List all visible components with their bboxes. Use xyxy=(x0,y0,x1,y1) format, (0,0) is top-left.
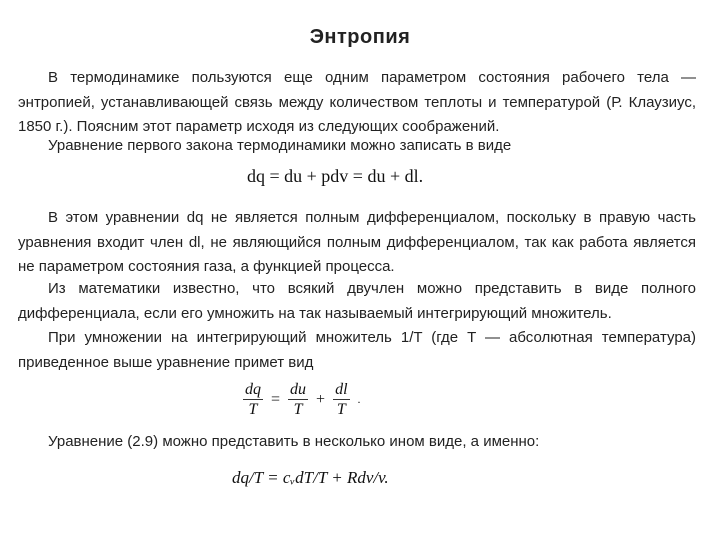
fraction-numerator: dl xyxy=(335,381,348,398)
paragraph-integrating-factor: Из математики известно, что всякий двучлен можно представить в виде полного дифференциала, если его умножить на так называемый интегрирующий множитель. xyxy=(18,280,696,322)
formula-period: . xyxy=(357,392,361,406)
fraction-du-over-t xyxy=(288,380,308,419)
formula-entropy: dq/T = cᵥdT/T + Rdv/v. xyxy=(232,468,389,487)
fraction-denominator: T xyxy=(248,401,258,418)
paragraph-intro: В термодинамике пользуются еще одним параметром состояния рабочего тела — энтропией, устанавливающей связь между количеством теплоты и температурой (Р. Клаузиус, 1850 г.). Поясним этот параметр исходя из следующих соображений. xyxy=(18,69,696,135)
formula-first-law: dq = du + pdv = du + dl. xyxy=(247,166,424,186)
fraction-numerator: du xyxy=(290,381,307,398)
equals-sign: = xyxy=(271,390,281,408)
fraction-numerator: dq xyxy=(245,381,261,398)
paragraph-multiply: При умножении на интегрирующий множитель 1/T (где T — абсолютная температура) приведенное выше уравнение примет вид xyxy=(18,329,696,371)
fraction-dl-over-t xyxy=(333,380,349,419)
fraction-dq-over-t xyxy=(243,380,263,419)
page-title: Энтропия xyxy=(309,26,411,48)
plus-sign: + xyxy=(316,390,326,408)
paragraph-another-form: Уравнение (2.9) можно представить в несколько ином виде, а именно: xyxy=(48,433,540,450)
paragraph-not-full-differential: В этом уравнении dq не является полным дифференциалом, поскольку в правую часть уравнения входит член dl, не являющийся полным дифференциалом, так как работа является не параметром состояния газа, а функцией процесса. xyxy=(18,209,696,275)
paragraph-first-law-intro: Уравнение первого закона термодинамики можно записать в виде xyxy=(48,137,512,154)
fraction-denominator: T xyxy=(336,401,346,418)
fraction-denominator: T xyxy=(293,401,303,418)
formula-fractions xyxy=(243,380,361,419)
